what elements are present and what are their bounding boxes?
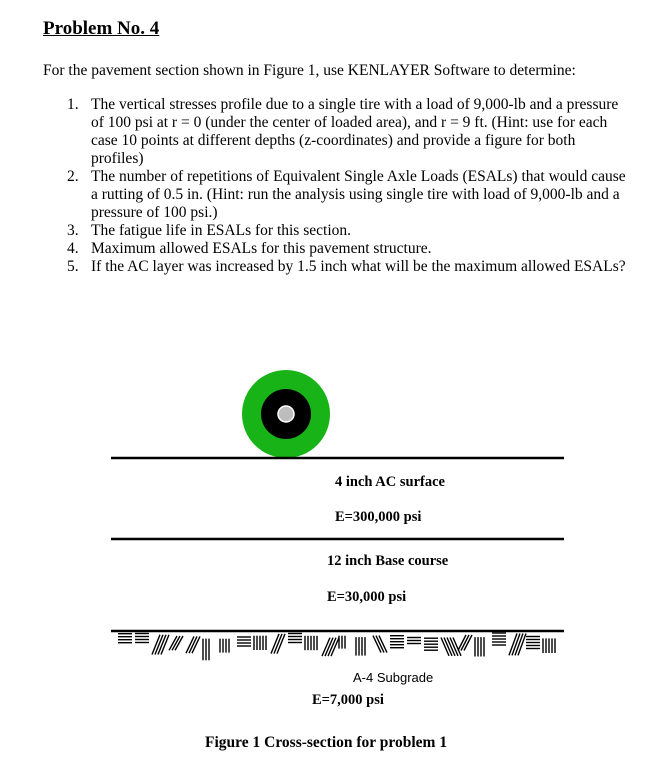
subgrade-hatch [118,633,555,660]
layer-ac-name: 4 inch AC surface [335,474,445,490]
task-text: Maximum allowed ESALs for this pavement structure. [91,240,432,257]
task-text: The number of repetitions of Equivalent Single Axle Loads (ESALs) that would cause a rutting of 0.5 in. (Hint: run the analysis using single tire with load of 9,000-lb and a pressure of 100 psi.) [91,168,626,221]
layer-subgrade-name: A-4 Subgrade [353,670,434,685]
layer-ac-modulus: E=300,000 psi [335,509,422,525]
layer-base-modulus: E=30,000 psi [327,589,407,605]
intro-text: For the pavement section shown in Figure 1, use KENLAYER Software to determine: [43,62,576,79]
task-number: 5. [67,258,79,275]
problem-title: Problem No. 4 [43,18,160,39]
task-text: The vertical stresses profile due to a single tire with a load of 9,000-lb and a pressure of 100 psi at r = 0 (under the center of loaded area), and r = 9 ft. (Hint: use for each case 10 points at different depths (z-coordinates) and provide a figure for both profiles) [91,96,619,167]
figure-caption: Figure 1 Cross-section for problem 1 [205,734,448,751]
task-number: 4. [67,240,79,257]
hub-center-icon [278,406,294,422]
layer-subgrade-modulus: E=7,000 psi [312,692,384,708]
layer-base-name: 12 inch Base course [327,553,449,569]
task-number: 2. [67,168,79,185]
task-text: If the AC layer was increased by 1.5 inch what will be the maximum allowed ESALs? [91,258,626,275]
task-number: 1. [67,96,79,113]
task-text: The fatigue life in ESALs for this section. [91,222,351,239]
task-number: 3. [67,222,79,239]
